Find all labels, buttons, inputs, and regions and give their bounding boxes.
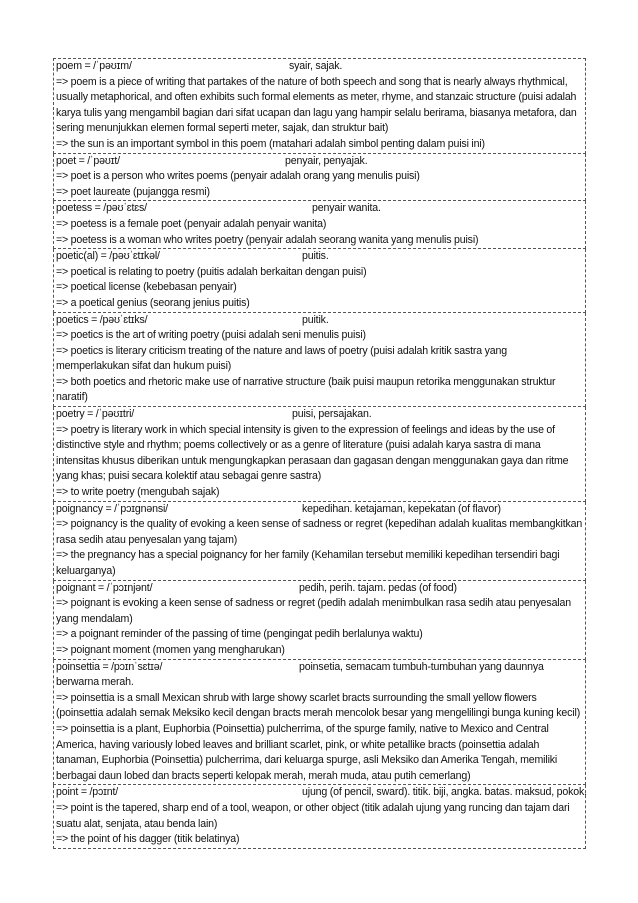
entry-translation: ujung (of pencil, sward). titik. biji, angka. batas. maksud, pokok. xyxy=(302,786,587,799)
entry-term: point = /pɔɪnt/ xyxy=(56,786,119,799)
entry-header xyxy=(56,249,583,265)
entry-example: => a poignant reminder of the passing of time (pengingat pedih berlalunya waktu) xyxy=(56,628,423,641)
entry-definition: => poetical is relating to poetry (puitis adalah berkaitan dengan puisi) xyxy=(56,265,367,278)
entry-term: poignant = /ˈpɔɪnjənt/ xyxy=(56,581,153,594)
entry-header xyxy=(56,581,583,597)
entry-example: => the point of his dagger (titik belatinya) xyxy=(56,833,240,846)
dictionary-entry xyxy=(53,313,586,408)
dictionary-entry xyxy=(53,502,586,581)
dictionary-entry xyxy=(53,581,586,660)
entry-example: => poignant moment (momen yang mengharukan) xyxy=(56,643,285,656)
entry-header xyxy=(56,59,583,75)
entry-definition: => poetess is a female poet (penyair adalah penyair wanita) xyxy=(56,217,327,230)
dictionary-entry xyxy=(53,58,586,154)
dictionary-page xyxy=(53,58,586,849)
entry-term: poetess = /pəʊˈɛtɛs/ xyxy=(56,202,147,215)
entry-definition: => poet is a person who writes poems (penyair adalah orang yang menulis puisi) xyxy=(56,170,420,183)
entry-definition: => poetics is the art of writing poetry (puisi adalah seni menulis puisi) xyxy=(56,329,366,342)
entry-header xyxy=(56,502,583,518)
dictionary-entry xyxy=(53,154,586,202)
entry-definition: => poetics is literary criticism treating of the nature and laws of poetry (puisi adalah kritik sastra yang memperlakukan sifat dan hukum puisi) xyxy=(56,344,508,373)
entry-example: => the pregnancy has a special poignancy for her family (Kehamilan tersebut memiliki kepedihan tersendiri bagi keluarganya) xyxy=(56,549,560,577)
entry-example: => poetical license (kebebasan penyair) xyxy=(56,281,237,294)
entry-translation: poinsetia, semacam tumbuh-tumbuhan yang daunnya berwarna merah. xyxy=(56,660,544,689)
entry-definition: => poinsettia is a small Mexican shrub with large showy scarlet bracts surrounding the small yellow flowers (poinsettia adalah semak Meksiko kecil dengan bracts merah mencolok besar yang mengelilingi bunga kuning kecil) xyxy=(56,691,581,720)
entry-definition: => poignant is evoking a keen sense of sadness or regret (pedih adalah menimbulkan rasa sedih atau penyesalan yang mendalam) xyxy=(56,597,571,625)
entry-header xyxy=(56,407,583,423)
entry-translation: penyair, penyajak. xyxy=(285,154,368,167)
entry-term: poignancy = /ˈpɔɪgnənsi/ xyxy=(56,502,168,515)
dictionary-entry xyxy=(53,785,586,848)
entry-translation: puisi, persajakan. xyxy=(292,408,372,421)
entry-definition: => poem is a piece of writing that partakes of the nature of both speech and song that is nearly always rhythmical, usually metaphorical, and often exhibits such formal elements as meter, rhyme, and stanzaic structure (puisi adalah karya tulis yang mengambil bagian dari sifat ucapan dan lagu yang hampir selalu berirama, biasanya metafora, dan sering menunjukkan elemen formal seperti meter, sajak, dan struktur bait) xyxy=(56,75,577,135)
entry-example: => to write poetry (mengubah sajak) xyxy=(56,486,220,499)
entry-translation: puitis. xyxy=(302,250,329,263)
entry-header xyxy=(56,785,587,801)
entry-term: poem = /ˈpəʊɪm/ xyxy=(56,60,132,72)
entry-term: poetics = /pəʊˈɛtɪks/ xyxy=(56,313,148,326)
entry-example: => poetess is a woman who writes poetry (penyair adalah seorang wanita yang menulis puisi) xyxy=(56,233,479,246)
entry-definition: => poetry is literary work in which special intensity is given to the expression of feelings and ideas by the use of distinctive style and rhythm; poems collectively or as a genre of literature (puisi adalah karya sastra di mana intensitas khusus diberikan untuk mengungkapkan perasaan dan gagasan dengan menggunakan gaya dan ritme yang khas; puisi secara kolektif atau sebagai genre sastra) xyxy=(56,423,569,483)
entry-term: poinsettia = /pɔɪnˈsɛtɪə/ xyxy=(56,660,163,673)
entry-header xyxy=(56,660,583,691)
entry-header xyxy=(56,201,583,217)
entry-translation: pedih, perih. tajam. pedas (of food) xyxy=(299,581,457,594)
entry-header xyxy=(56,313,583,329)
dictionary-entry xyxy=(53,249,586,312)
entry-translation: penyair wanita. xyxy=(312,202,381,215)
entry-term: poet = /ˈpəʊɪt/ xyxy=(56,154,120,167)
dictionary-entry xyxy=(53,201,586,249)
entry-definition: => poinsettia is a plant, Euphorbia (Poinsettia) pulcherrima, of the spurge family, native to Mexico and Central America, having variously lobed leaves and brilliant scarlet, pink, or white petallike bracts (poinsettia adalah tanaman, Euphorbia (Poinsettia) pulcherrima, dari keluarga spurge, asli Meksiko dan Amerika Tengah, memiliki berbagai daun lobed dan bracts seperti kelopak merah, merah muda, atau putih cemerlang) xyxy=(56,722,558,782)
entry-definition: => poignancy is the quality of evoking a keen sense of sadness or regret (kepedihan adalah kualitas membangkitkan rasa sedih atau penyesalan yang tajam) xyxy=(56,518,583,546)
entry-definition: => point is the tapered, sharp end of a tool, weapon, or other object (titik adalah ujung yang runcing dan tajam dari suatu alat, senjata, atau benda lain) xyxy=(56,801,570,830)
dictionary-entry xyxy=(53,407,586,502)
dictionary-entry xyxy=(53,660,586,786)
entry-example: => both poetics and rhetoric make use of narrative structure (baik puisi maupun retorika menggunakan struktur naratif) xyxy=(56,375,556,404)
entry-translation: syair, sajak. xyxy=(289,60,343,72)
entry-example: => the sun is an important symbol in this poem (matahari adalah simbol penting dalam puisi ini) xyxy=(56,137,485,150)
entry-example: => a poetical genius (seorang jenius puitis) xyxy=(56,296,250,309)
entry-translation: kepedihan. ketajaman, kepekatan (of flavor) xyxy=(302,502,501,515)
entry-example: => poet laureate (pujangga resmi) xyxy=(56,185,210,198)
entry-term: poetic(al) = /pəʊˈɛtɪkəl/ xyxy=(56,250,160,263)
entry-header xyxy=(56,154,583,170)
entry-term: poetry = /ˈpəʊɪtri/ xyxy=(56,408,135,421)
entry-translation: puitik. xyxy=(302,313,329,326)
